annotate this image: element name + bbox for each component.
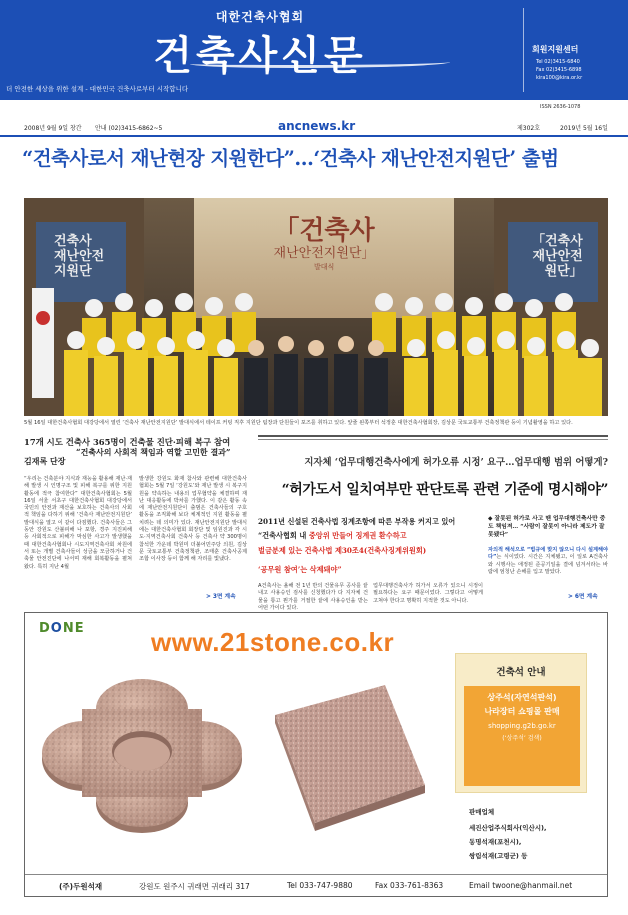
flower-stone-image [37,663,247,843]
right-article-lead-3: 벌금분제 있는 건축사법 제30조4(건축사징계위원회) [258,546,427,555]
issue-number: 제302호 [517,125,541,132]
main-headline[interactable]: “건축사로서 재난현장 지원한다”…‘건축사 재난안전지원단’ 출범 [22,147,559,170]
screen-right-text: 「건축사 재난안전 원단」 [532,234,583,279]
right-article-sidebar [488,515,608,576]
lead-2-prefix: “건축사협회 내 [258,531,309,540]
advertiser-address: 강원도 원주시 귀래면 귀래리 317 [139,882,250,891]
issue-date: 2019년 5월 16일 [560,125,608,132]
sidebar-question: ◆ 잘못된 허가로 사고 땐 업무대행건축사만 중도 책임져… “사람이 잘못이 아니라 제도가 잘못됐다” [488,516,606,538]
banner-event: 발대식 [314,263,335,271]
logo-letters-ne: NE [62,621,85,636]
photo-caption: 5월 16일 대한건축사협회 대강당에서 열린 ‘건축사 재난안전지원단’ 발대식에서 테이프 커팅 직후 지원단 팀장과 단원들이 포즈를 취하고 있다. 앞줄 왼쪽부터 석정훈 대한건축사협회장, 김상문 국토교통부 건축정책관 등이 기념촬영을 하고 있다. [24,420,573,426]
advertiser-url[interactable]: www.21stone.co.kr [151,627,395,657]
left-article-col1: “우리는 건축분야 지식과 재능을 활용해 재난·재해 발생 시 인명구조 및 피해 복구를 위한 지원활동에 적극 참여한다” 대한건축사협회는 5월 16일 서울 서초구 대한건축사협회 대강당에서 국민의 안전과 재산을 보호하는 건축사의 사회적 책임을 다하기 위해 ‘건축사 재난안전지원단’ 발대식을 열고 이 같이 다짐했다. 건축사들은 그동안 강원도 산불피해 나 포항, 경주 지진피해 등 사회적으로 피해가 막심한 사고가 발생했을 때 대한건축사협회나 시도지역건축사회 차원에서 또는 개별 건축사들이 성금을 모금하거나 건축물 안전진단에 나서며 재해 회복활동을 펼쳐왔다. 특히 지난 4월 [24,476,132,570]
right-article-rule-thin [258,439,608,440]
right-article-headline[interactable]: “허가도서 일치여부만 판단토록 관련 기준에 명시해야” [281,482,608,498]
left-article-subhead[interactable]: 17개 시도 건축사 365명이 건축물 진단·피해 복구 참여 [24,437,231,447]
vendor-list [469,805,546,863]
advertiser-contact-bar [25,874,607,896]
screen-left-text: 건축사 재난안전 지원단 [54,234,105,279]
stone-advertisement[interactable] [24,612,608,897]
vendor-item: 동명석재(포천시), [469,838,522,846]
founded-date: 2008년 9월 9일 창간 [24,125,82,132]
left-article-body [24,476,247,571]
info-panel [455,653,587,793]
site-link[interactable]: ancnews.kr [278,119,356,133]
sidebar-body [488,547,608,576]
member-center-contact [536,58,582,82]
left-article [24,434,247,570]
left-article-col2: 발생한 강원도 화재 참사와 관련해 대한건축사협회는 5월 7일 ‘강원도’와 재난 발생 시 복구지원을 약속하는 내용의 업무협약을 체결하며 재난 대응활동에 박차를 가했다. 이 같은 활동 속에 재난안전지원단이 출범은 건축사들의 구호 활동을 조직화해 보다 체계적인 지원 활동을 펼치려는 데 의미가 있다. 재난안전지원단 발대식에는 대한건축사협회 회장단 및 임원진과 각 시도·지역건축사회 건축사 등 건축사 약 300명이 참석한 가운데 박원미 더불어민주당 의원, 김상문 국토교통부 건축정책관, 조태훈 건축사공제조합 이사장 등이 함께 해 자리를 빛냈다. [139,476,247,563]
panel-line-product: 상주석(자연석판석) [487,693,557,702]
sidebar-body-text: 는 식이었다. 시간은 지체됐고, 이 일로 A건축사와 시행사는 애정된 준공기일을 결에 넘겨서라는 바람에 엄청난 손해를 입고 말았다. [488,554,608,575]
right-article-lead-2 [258,531,407,541]
panel-line-search-hint: (‘상주석’ 검색) [502,735,542,742]
info-panel-box [464,686,580,786]
issn: ISSN 2636-1078 [540,104,581,110]
contact-email[interactable]: kira100@kira.or.kr [536,75,583,81]
masthead [0,0,628,100]
panel-line-marketplace: 나라장터 쇼핑몰 판매 [484,707,560,716]
left-article-author: 김재록 단장 [24,457,66,466]
vendor-item: 세진산업주식회사(익산시), [469,824,547,832]
advertiser-tel: Tel 033-747-9880 [287,881,353,890]
newspaper-title: 건축사신문 [153,32,367,79]
advertiser-email[interactable]: Email twoone@hanmail.net [469,881,573,890]
member-center-label: 회원지원센터 [532,45,579,54]
info-bar [0,115,628,137]
contact-tel: Tel 02)3415-6840 [536,59,580,65]
left-article-continue-link[interactable]: > 3면 계속 [206,594,236,600]
contact-fax: Fax 02)3415-6898 [536,67,582,73]
ceremony-photo[interactable] [24,198,608,416]
right-article-col2: 업무대행건축사가 허가서 오류가 있으니 시정이 필요하다는 요구 때문이었다. 그렇다고 어떻게 고쳐야 한다고 명확히 지적한 것도 아니다. [373,583,483,604]
banner-title: 「건축사 [273,216,375,246]
masthead-divider [523,8,524,92]
association-name: 대한건축사협회 [215,10,305,24]
logo-letter-o: O [50,621,63,636]
logo-letter-d: D [39,621,51,636]
right-article-lead-4: ‘공무원 참여’는 삭제돼야” [258,565,342,574]
sidebar-highlight: 자의적 해석으로 “법규에 맞지 않으니 다시 설계해야다” [488,547,608,561]
advertiser-fax: Fax 033-761-8363 [375,881,444,890]
vendor-item: 쌍림석재(고령군) 등 [469,852,528,860]
info-panel-title: 건축석 안내 [496,667,546,678]
officials-in-suits [244,336,388,416]
right-article-rule [258,435,608,437]
lead-2-highlight: 중앙위 만들어 징계권 환수하고 [308,531,407,540]
right-article-continue-link[interactable]: > 6면 계속 [568,594,598,600]
info-phone: 안내 (02)3415-6862~5 [95,125,163,132]
square-stone-image [255,675,435,835]
vendor-list-title: 판매업체 [469,808,495,816]
left-article-quote[interactable]: “건축사의 사회적 책임과 역할 고민한 결과” [76,447,231,457]
motto: 더 안전한 세상을 위한 설계 - 대한민국 건축사로부터 시작합니다 [6,85,189,93]
right-article-col1: A건축사는 올해 전 1년 반의 건물유무 공사를 끝내고 사용승인 검사를 신청했다가 다 지자체 건물을 통고 뭔가를 거절한 끝에 사용승인을 받는 어떤 가이다 있다. [258,583,368,611]
advertiser-company: (주)두원석재 [59,882,103,891]
advertiser-logo [39,621,85,636]
right-article-lead-1: 2011년 신설된 건축사법 징계조항에 따른 부작용 커지고 있어 [258,517,456,526]
right-article-subhead[interactable]: 지자체 ‘업무대행건축사에게 허가오류 시정’ 요구…업무대행 범위 어떻게? [304,457,608,468]
panel-line-shop-url[interactable]: shopping.g2b.go.kr [488,722,556,730]
banner-subtitle: 재난안전지원단」 [273,246,375,261]
